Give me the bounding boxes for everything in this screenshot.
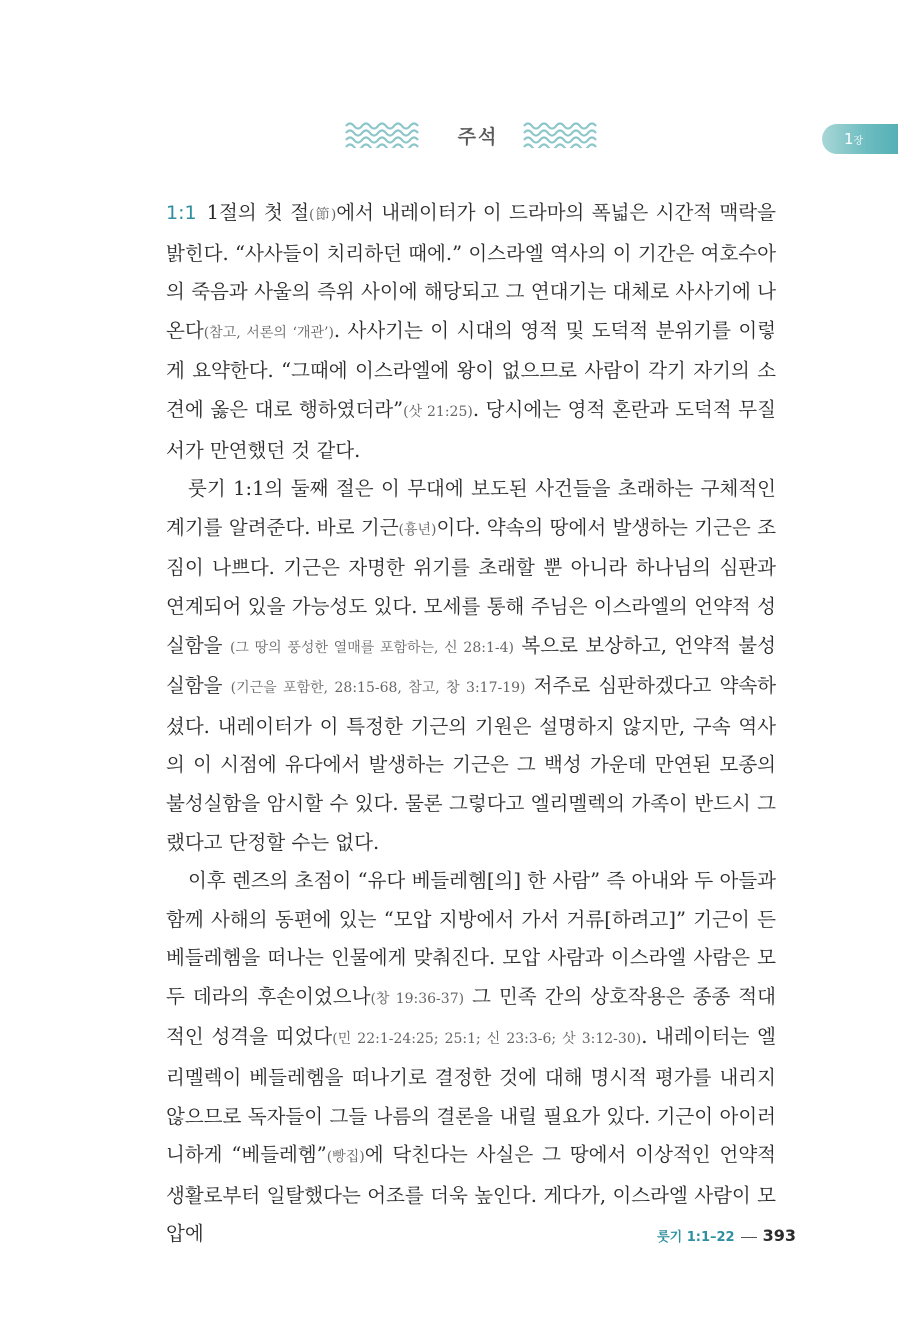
text-span: 이다. 약속의 땅에서 발생하는 기근은 조짐이 나쁘다. 기근은 자명한 위기를 초래할 뿐 아니라 하나님의 심판과 연계되어 있을 가능성도 있다. 모세를 통해 주님은 이스라엘의 언약적 성실함을 — [166, 515, 776, 657]
text-span: 에 닥친다는 사실은 그 땅에서 이상적인 언약적 생활로부터 일탈했다는 어조를 더욱 높인다. 게다가, 이스라엘 사람이 모압에 — [166, 1143, 776, 1246]
text-span: 이후 렌즈의 초점이 “유다 베들레헴[의] 한 사람” 즉 아내와 두 아들과 함께 사해의 동편에 있는 “모압 지방에서 가서 거류[하려고]” 기근이 든 베들레헴을 떠나는 인물에게 맞춰진다. 모압 사람과 이스라엘 사람은 모두 데라의 후손이었으나 — [166, 869, 776, 1008]
text-span: 복으로 보상하고, 언약적 불성실함을 — [166, 633, 776, 698]
inline-note: (흉년) — [398, 521, 437, 538]
inline-note: (삿 21:25) — [403, 403, 473, 420]
text-span: . 사사기는 이 시대의 영적 및 도덕적 분위기를 이렇게 요약한다. “그때에 이스라엘에 왕이 없으므로 사람이 각기 자기의 소견에 옳은 대로 행하였더라” — [166, 318, 776, 421]
inline-note: (그 땅의 풍성한 열매를 포함하는, 신 28:1-4) — [229, 639, 514, 656]
verse-reference: 1:1 — [166, 202, 197, 224]
footer-book-reference: 룻기 1:1–22 — [657, 1230, 735, 1245]
text-span: 저주로 심판하겠다고 약속하셨다. 내레이터가 이 특정한 기근의 기원은 설명하지 않지만, 구속 역사의 이 시점에 유다에서 발생하는 기근은 그 백성 가운데 만연된 모종의 불성실함을 암시할 수 있다. 물론 그렇다고 엘리멜렉의 가족이 반드시 그랬다고 단정할 수는 없다. — [166, 674, 776, 854]
text-span: 룻기 1:1의 둘째 절은 이 무대에 보도된 사건들을 초래하는 구체적인 계기를 알려준다. 바로 기근 — [166, 477, 776, 539]
section-title: 주석 — [457, 126, 499, 148]
inline-note: (빵집) — [326, 1149, 365, 1166]
page-number: 393 — [762, 1226, 796, 1245]
text-span: 에서 내레이터가 이 드라마의 폭넓은 시간적 맥락을 밝힌다. “사사들이 치리하던 때에.” 이스라엘 역사의 이 기간은 여호수아의 죽음과 사울의 즉위 사이에 해당되고 그 연대기는 대체로 사사기에 나온다 — [166, 201, 776, 342]
paragraph-1 — [166, 194, 776, 470]
wave-ornament-icon — [522, 120, 598, 148]
wave-ornament-icon — [344, 120, 420, 148]
paragraph-3 — [166, 862, 776, 1254]
inline-note: (민 22:1-24:25; 25:1; 신 23:3-6; 삿 3:12-30) — [332, 1031, 642, 1048]
inline-note: (참고, 서론의 ‘개관’) — [203, 324, 334, 341]
chapter-suffix: 장 — [853, 136, 864, 147]
inline-note: (창 19:36-37) — [370, 990, 465, 1007]
inline-note: (기근을 포함한, 28:15-68, 참고, 창 3:17-19) — [230, 680, 526, 697]
text-span: 1절의 첫 절 — [206, 201, 310, 224]
chapter-number: 1 — [844, 130, 854, 148]
text-span: . 당시에는 영적 혼란과 도덕적 무질서가 만연했던 것 같다. — [166, 397, 776, 462]
text-span: 그 민족 간의 상호작용은 종종 적대적인 성격을 띠었다 — [166, 984, 776, 1049]
paragraph-2 — [166, 470, 776, 862]
commentary-body — [166, 194, 776, 1254]
inline-note: (節) — [309, 207, 337, 223]
chapter-tab — [822, 124, 898, 154]
text-span: . 내레이터는 엘리멜렉이 베들레헴을 떠나기로 결정한 것에 대해 명시적 평가를 내리지 않으므로 독자들이 그들 나름의 결론을 내릴 필요가 있다. 기근이 아이러니하게 “베들레헴” — [166, 1025, 776, 1167]
page-footer — [600, 1226, 796, 1252]
footer-separator — [741, 1237, 757, 1238]
section-header — [0, 116, 898, 156]
